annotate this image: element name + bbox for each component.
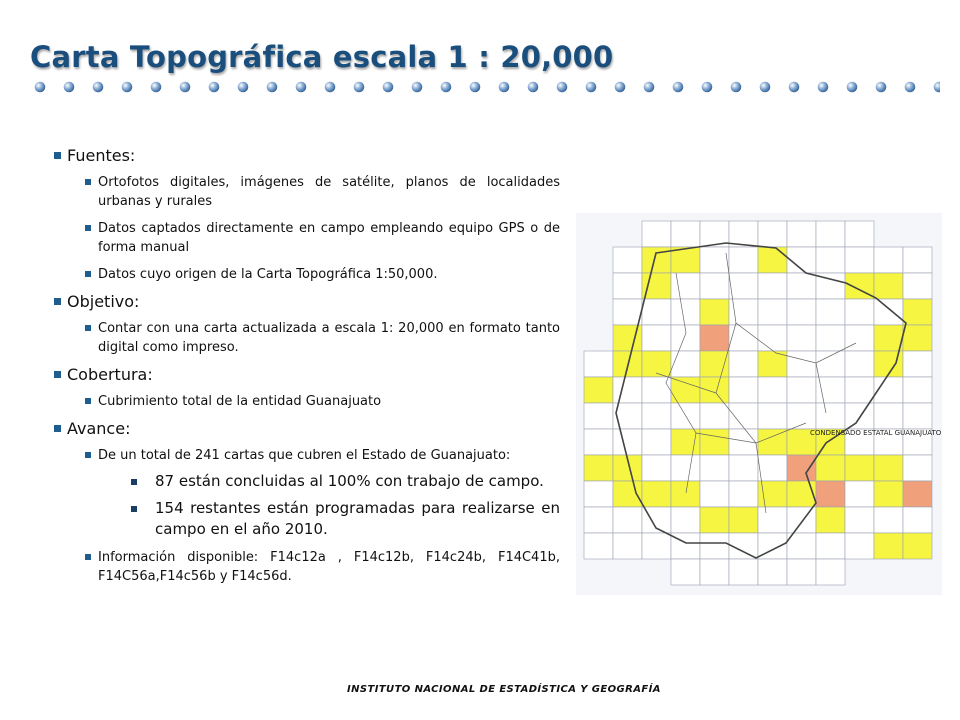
bullet-icon — [85, 179, 91, 185]
map-sheet-cell — [874, 247, 903, 273]
map-sheet-cell — [642, 273, 671, 299]
map-sheet-cell — [816, 559, 845, 585]
decorative-dot — [818, 82, 829, 93]
map-sheet-cell — [584, 403, 613, 429]
map-sheet-cell — [613, 429, 642, 455]
map-sheet-cell — [816, 377, 845, 403]
list-item-text: Cubrimiento total de la entidad Guanajuato — [98, 394, 382, 409]
map-sheet-cell — [613, 273, 642, 299]
list-item — [54, 548, 560, 586]
map-sheet-cell — [758, 221, 787, 247]
map-grid — [584, 221, 932, 585]
decorative-dot — [325, 82, 336, 93]
map-sheet-cell — [671, 559, 700, 585]
map-sheet-cell — [700, 559, 729, 585]
section-heading: Avance: — [67, 419, 131, 438]
map-sheet-cell — [671, 507, 700, 533]
map-sheet-cell — [700, 299, 729, 325]
decorative-dot — [789, 82, 800, 93]
title-underline-dots — [30, 76, 940, 98]
map-sheet-cell — [700, 325, 729, 351]
decorative-dot — [238, 82, 249, 93]
map-sheet-cell — [642, 533, 671, 559]
map-sheet-cell — [700, 377, 729, 403]
map-sheet-cell — [845, 403, 874, 429]
map-sheet-cell — [584, 481, 613, 507]
map-sheet-cell — [700, 455, 729, 481]
section-objetivo — [54, 292, 560, 311]
bullet-icon — [54, 425, 61, 432]
map-sheet-cell — [729, 273, 758, 299]
bullet-icon — [85, 225, 91, 231]
section-heading: Objetivo: — [67, 292, 140, 311]
map-sheet-cell — [787, 273, 816, 299]
map-sheet-cell — [758, 429, 787, 455]
map-sheet-cell — [845, 507, 874, 533]
decorative-dot — [151, 82, 162, 93]
map-sheet-cell — [787, 351, 816, 377]
map-sheet-cell — [642, 221, 671, 247]
map-sheet-cell — [903, 273, 932, 299]
map-sheet-cell — [584, 455, 613, 481]
decorative-dot — [528, 82, 539, 93]
decorative-dot — [557, 82, 568, 93]
map-sheet-cell — [700, 533, 729, 559]
map-sheet-cell — [845, 299, 874, 325]
map-sheet-cell — [729, 377, 758, 403]
map-sheet-cell — [816, 221, 845, 247]
map-sheet-cell — [758, 559, 787, 585]
decorative-dot — [35, 82, 46, 93]
map-sheet-cell — [584, 507, 613, 533]
map-sheet-cell — [729, 507, 758, 533]
map-sheet-cell — [642, 429, 671, 455]
map-sheet-cell — [584, 377, 613, 403]
map-sheet-cell — [845, 455, 874, 481]
map-sheet-cell — [613, 299, 642, 325]
decorative-dot — [441, 82, 452, 93]
section-fuentes — [54, 146, 560, 165]
map-sheet-cell — [613, 377, 642, 403]
map-sheet-cell — [874, 507, 903, 533]
bullet-icon — [85, 271, 91, 277]
map-sheet-cell — [758, 403, 787, 429]
map-sheet-cell — [700, 403, 729, 429]
footer-institution: INSTITUTO NACIONAL DE ESTADÍSTICA Y GEOGRAFÍA — [347, 684, 661, 695]
map-sheet-cell — [758, 507, 787, 533]
map-sheet-cell — [903, 507, 932, 533]
decorative-dot — [847, 82, 858, 93]
map-sheet-cell — [787, 559, 816, 585]
map-sheet-cell — [729, 455, 758, 481]
map-sheet-cell — [874, 325, 903, 351]
map-sheet-cell — [787, 481, 816, 507]
map-sheet-cell — [845, 325, 874, 351]
map-sheet-cell — [671, 455, 700, 481]
decorative-dot — [702, 82, 713, 93]
map-sheet-cell — [787, 299, 816, 325]
list-item — [54, 219, 560, 257]
list-item-text: Datos captados directamente en campo empleando equipo GPS o de forma manual — [98, 221, 560, 255]
bullet-icon — [85, 554, 91, 560]
section-heading: Cobertura: — [67, 365, 153, 384]
map-sheet-cell — [903, 377, 932, 403]
map-sheet-cell — [584, 351, 613, 377]
map-sheet-cell — [671, 273, 700, 299]
map-sheet-cell — [700, 247, 729, 273]
map-sheet-cell — [816, 299, 845, 325]
map-sheet-cell — [845, 351, 874, 377]
map-sheet-cell — [613, 507, 642, 533]
decorative-dot — [905, 82, 916, 93]
map-sheet-cell — [729, 429, 758, 455]
map-sheet-cell — [816, 481, 845, 507]
decorative-dot — [354, 82, 365, 93]
decorative-dot — [383, 82, 394, 93]
decorative-dot — [644, 82, 655, 93]
map-sheet-cell — [584, 429, 613, 455]
map-sheet-cell — [903, 403, 932, 429]
map-sheet-cell — [787, 377, 816, 403]
map-sheet-cell — [845, 221, 874, 247]
sub-list-item — [54, 498, 560, 540]
bullet-icon — [54, 371, 61, 378]
list-item-text: Ortofotos digitales, imágenes de satélite, planos de localidades urbanas y rurales — [98, 175, 560, 209]
map-sheet-cell — [671, 351, 700, 377]
decorative-dot — [499, 82, 510, 93]
map-sheet-cell — [613, 247, 642, 273]
list-item — [54, 319, 560, 357]
map-sheet-cell — [729, 481, 758, 507]
map-sheet-cell — [816, 533, 845, 559]
decorative-dot — [267, 82, 278, 93]
bullet-icon — [85, 452, 91, 458]
list-item — [54, 173, 560, 211]
map-sheet-cell — [903, 533, 932, 559]
bullet-icon — [85, 398, 91, 404]
map-sheet-cell — [874, 273, 903, 299]
decorative-dot — [296, 82, 307, 93]
map-sheet-cell — [758, 377, 787, 403]
map-sheet-cell — [700, 273, 729, 299]
map-sheet-cell — [613, 533, 642, 559]
slide-title: Carta Topográfica escala 1 : 20,000 — [30, 40, 614, 74]
map-sheet-cell — [700, 429, 729, 455]
map-sheet-cell — [758, 299, 787, 325]
map-sheet-cell — [845, 247, 874, 273]
map-sheet-cell — [903, 325, 932, 351]
decorative-dot — [934, 82, 940, 93]
map-sheet-cell — [845, 481, 874, 507]
map-sheet-cell — [642, 403, 671, 429]
list-item-text: Información disponible: F14c12a , F14c12b, F14c24b, F14C41b, F14C56a,F14c56b y F14c56d. — [98, 550, 560, 584]
map-sheet-cell — [700, 481, 729, 507]
map-sheet-cell — [903, 299, 932, 325]
map-sheet-cell — [584, 533, 613, 559]
decorative-dot — [586, 82, 597, 93]
map-sheet-cell — [816, 455, 845, 481]
map-sheet-cell — [874, 533, 903, 559]
map-sheet-cell — [816, 403, 845, 429]
map-sheet-cell — [903, 455, 932, 481]
map-sheet-cell — [729, 247, 758, 273]
map-sheet-cell — [758, 455, 787, 481]
list-item — [54, 392, 560, 411]
decorative-dot — [876, 82, 887, 93]
bullet-icon — [131, 479, 137, 485]
map-sheet-cell — [816, 247, 845, 273]
sub-list-item-text: 154 restantes están programadas para realizarse en campo en el año 2010. — [155, 499, 560, 538]
map-sheet-cell — [874, 299, 903, 325]
list-item — [54, 265, 560, 284]
list-item-text: Contar con una carta actualizada a escala 1: 20,000 en formato tanto digital como impreso. — [98, 321, 560, 355]
bullet-icon — [131, 506, 137, 512]
decorative-dot — [760, 82, 771, 93]
sub-list-item — [54, 471, 560, 492]
map-sheet-cell — [642, 455, 671, 481]
bullet-icon — [85, 325, 91, 331]
map-sheet-cell — [874, 481, 903, 507]
map-sheet-cell — [642, 325, 671, 351]
section-heading: Fuentes: — [67, 146, 136, 165]
map-sheet-cell — [729, 559, 758, 585]
list-item — [54, 446, 560, 465]
map-sheet-cell — [903, 351, 932, 377]
decorative-dot — [64, 82, 75, 93]
list-item-text: De un total de 241 cartas que cubren el Estado de Guanajuato: — [98, 448, 511, 463]
map-sheet-cell — [700, 507, 729, 533]
map-sheet-cell — [816, 507, 845, 533]
map-sheet-cell — [700, 351, 729, 377]
decorative-dot — [209, 82, 220, 93]
decorative-dot — [470, 82, 481, 93]
map-sheet-cell — [787, 455, 816, 481]
map-sheet-cell — [758, 247, 787, 273]
map-sheet-cell — [729, 403, 758, 429]
decorative-dot — [412, 82, 423, 93]
map-sheet-cell — [758, 273, 787, 299]
map-sheet-cell — [729, 351, 758, 377]
map-sheet-cell — [787, 221, 816, 247]
map-label: CONDENSADO ESTATAL GUANAJUATO — [810, 429, 942, 437]
map-sheet-cell — [671, 299, 700, 325]
map-sheet-cell — [903, 481, 932, 507]
decorative-dot — [673, 82, 684, 93]
map-sheet-cell — [874, 403, 903, 429]
map-sheet-cell — [642, 481, 671, 507]
decorative-dot — [180, 82, 191, 93]
map-sheet-cell — [845, 533, 874, 559]
sub-list-item-text: 87 están concluidas al 100% con trabajo de campo. — [155, 472, 544, 490]
map-sheet-cell — [816, 351, 845, 377]
map-sheet-cell — [845, 377, 874, 403]
map-sheet-cell — [642, 299, 671, 325]
map-sheet-cell — [758, 481, 787, 507]
map-sheet-cell — [613, 481, 642, 507]
map-sheet-cell — [816, 325, 845, 351]
bullet-icon — [54, 152, 61, 159]
map-sheet-cell — [874, 455, 903, 481]
section-cobertura — [54, 365, 560, 384]
decorative-dot — [122, 82, 133, 93]
decorative-dot — [93, 82, 104, 93]
coverage-map — [576, 213, 942, 595]
section-avance — [54, 419, 560, 438]
map-sheet-cell — [758, 325, 787, 351]
decorative-dot — [615, 82, 626, 93]
map-sheet-cell — [671, 481, 700, 507]
map-sheet-cell — [903, 247, 932, 273]
decorative-dot — [731, 82, 742, 93]
bullet-icon — [54, 298, 61, 305]
content-list — [54, 146, 560, 586]
list-item-text: Datos cuyo origen de la Carta Topográfica 1:50,000. — [98, 267, 438, 282]
map-sheet-cell — [787, 507, 816, 533]
map-sheet-cell — [671, 221, 700, 247]
map-sheet-cell — [787, 325, 816, 351]
